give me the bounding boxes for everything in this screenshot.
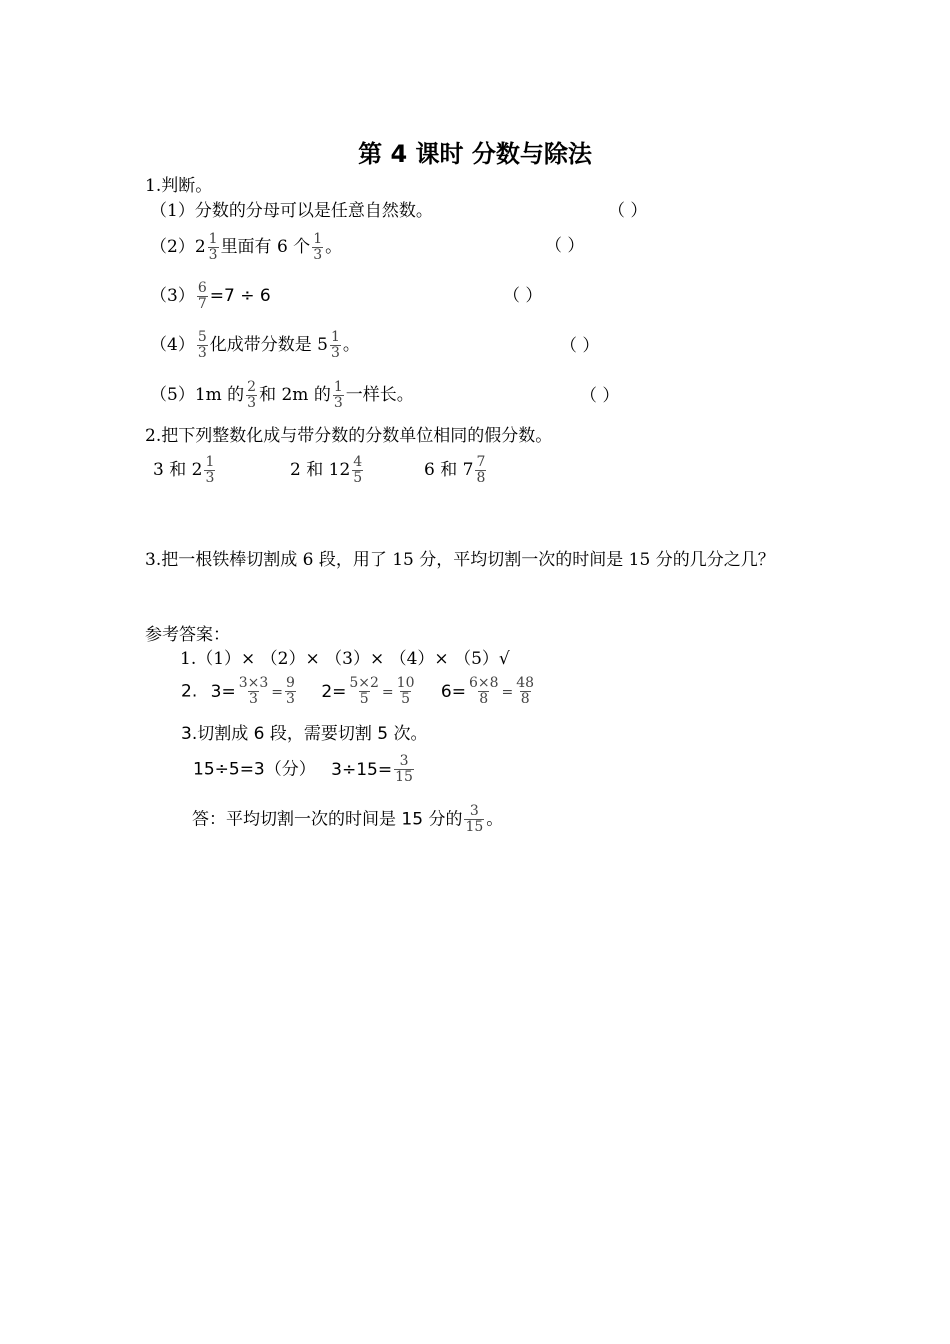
q1-item-2 — [150, 232, 342, 263]
fraction — [197, 281, 208, 312]
fraction — [197, 330, 208, 361]
q1-item-2-mid: 里面有 6 个 — [220, 237, 311, 257]
q2-item-3-pre: 6 和 7 — [424, 460, 474, 480]
denominator: 3 — [249, 691, 258, 707]
fraction — [468, 676, 500, 707]
q2-heading: 2.把下列整数化成与带分数的分数单位相同的假分数。 — [145, 426, 553, 446]
numerator: 1 — [330, 329, 340, 345]
fraction — [238, 676, 270, 707]
fraction — [394, 754, 414, 785]
q1-item-4-pre: （4） — [150, 335, 195, 355]
answer-2 — [181, 676, 537, 707]
numerator: 6 — [197, 280, 207, 296]
answer-3-line-3 — [192, 804, 503, 835]
q1-item-1 — [150, 201, 433, 221]
answer-2-part-1: 3= — [210, 681, 236, 702]
numerator: 10 — [396, 675, 415, 691]
denominator: 3 — [247, 395, 257, 411]
fraction — [285, 676, 296, 707]
denominator: 7 — [197, 296, 207, 312]
numerator: 6×8 — [468, 675, 499, 691]
numerator: 1 — [313, 231, 323, 247]
fraction — [246, 380, 257, 411]
equals-sign: = — [501, 684, 514, 701]
denominator: 15 — [395, 769, 413, 785]
q1-item-2-pre: （2）2 — [150, 237, 206, 257]
q1-item-3-answer-paren: （ ） — [503, 286, 543, 306]
fraction — [330, 330, 341, 361]
q2-item-1-pre: 3 和 2 — [153, 460, 203, 480]
q1-item-4 — [150, 330, 360, 361]
q1-item-5-mid: 和 2m 的 — [259, 385, 331, 405]
fraction — [396, 676, 416, 707]
answer-3-calc-2: 3÷15= — [331, 759, 393, 780]
answer-2-part-3: 6= — [440, 681, 466, 702]
numerator: 1 — [205, 454, 215, 470]
q1-item-5-post: 一样长。 — [345, 385, 414, 405]
numerator: 1 — [333, 379, 343, 395]
answer-3-line-1: 3.切割成 6 段，需要切割 5 次。 — [181, 724, 428, 744]
answer-3-period: 。 — [486, 809, 504, 830]
fraction — [312, 232, 323, 263]
q1-item-2-post: 。 — [325, 237, 343, 257]
denominator: 8 — [476, 470, 486, 486]
denominator: 3 — [313, 247, 323, 263]
denominator: 8 — [479, 691, 489, 707]
denominator: 3 — [333, 395, 343, 411]
answer-3-line-2 — [193, 754, 416, 785]
fraction — [204, 455, 215, 486]
answer-3-conclusion: 答：平均切割一次的时间是 15 分的 — [192, 809, 463, 830]
q1-item-1-answer-paren: （ ） — [608, 201, 648, 221]
q1-heading: 1.判断。 — [145, 176, 213, 196]
equals-sign: = — [271, 684, 283, 701]
denominator: 3 — [205, 470, 215, 486]
fraction — [333, 380, 344, 411]
equals-sign: = — [381, 684, 394, 701]
denominator: 3 — [208, 247, 218, 263]
denominator: 8 — [520, 691, 530, 707]
denominator: 3 — [330, 345, 340, 361]
numerator: 2 — [247, 379, 257, 395]
fraction — [208, 232, 219, 263]
denominator: 3 — [285, 691, 295, 707]
denominator: 3 — [197, 345, 207, 361]
answer-2-label: 2. — [181, 681, 198, 702]
answer-1: 1.（1）× （2）× （3）× （4）× （5）√ — [180, 649, 510, 669]
numerator: 5 — [197, 329, 207, 345]
fraction — [475, 455, 486, 486]
q1-item-5-pre: （5）1m 的 — [150, 385, 245, 405]
numerator: 7 — [476, 454, 486, 470]
q2-item-2-pre: 2 和 12 — [290, 460, 351, 480]
numerator: 4 — [353, 454, 363, 470]
answer-3-calc-1: 15÷5=3（分） — [193, 759, 316, 780]
q1-item-4-post: 。 — [342, 335, 360, 355]
page-title: 第 4 课时 分数与除法 — [358, 140, 592, 168]
numerator: 5×2 — [349, 675, 379, 691]
numerator: 1 — [208, 231, 218, 247]
fraction — [464, 804, 484, 835]
q1-item-2-answer-paren: （ ） — [545, 236, 585, 256]
q1-item-5-answer-paren: （ ） — [580, 386, 620, 406]
denominator: 5 — [359, 691, 369, 707]
denominator: 5 — [353, 470, 363, 486]
q1-item-5 — [150, 380, 414, 411]
numerator: 3×3 — [238, 675, 269, 691]
answers-heading: 参考答案： — [145, 625, 230, 645]
q1-item-4-mid: 化成带分数是 5 — [209, 335, 328, 355]
fraction — [348, 676, 380, 707]
q1-item-3 — [150, 281, 271, 312]
denominator: 5 — [401, 691, 411, 707]
fraction — [352, 455, 363, 486]
q1-item-4-answer-paren: （ ） — [560, 336, 600, 356]
numerator: 3 — [469, 803, 479, 819]
q2-item-1 — [153, 455, 217, 486]
q1-item-1-text: （1）分数的分母可以是任意自然数。 — [150, 201, 433, 221]
q1-item-3-post: =7 ÷ 6 — [209, 286, 271, 306]
q1-item-3-pre: （3） — [150, 286, 195, 306]
answer-2-part-2: 2= — [321, 681, 347, 702]
numerator: 48 — [516, 675, 535, 691]
numerator: 3 — [399, 753, 409, 769]
q2-item-2 — [290, 455, 365, 486]
denominator: 15 — [465, 819, 484, 835]
numerator: 9 — [285, 675, 295, 691]
fraction — [515, 676, 535, 707]
q3-heading: 3.把一根铁棒切割成 6 段，用了 15 分，平均切割一次的时间是 15 分的几分之几？ — [145, 550, 775, 570]
q2-item-3 — [424, 455, 488, 486]
